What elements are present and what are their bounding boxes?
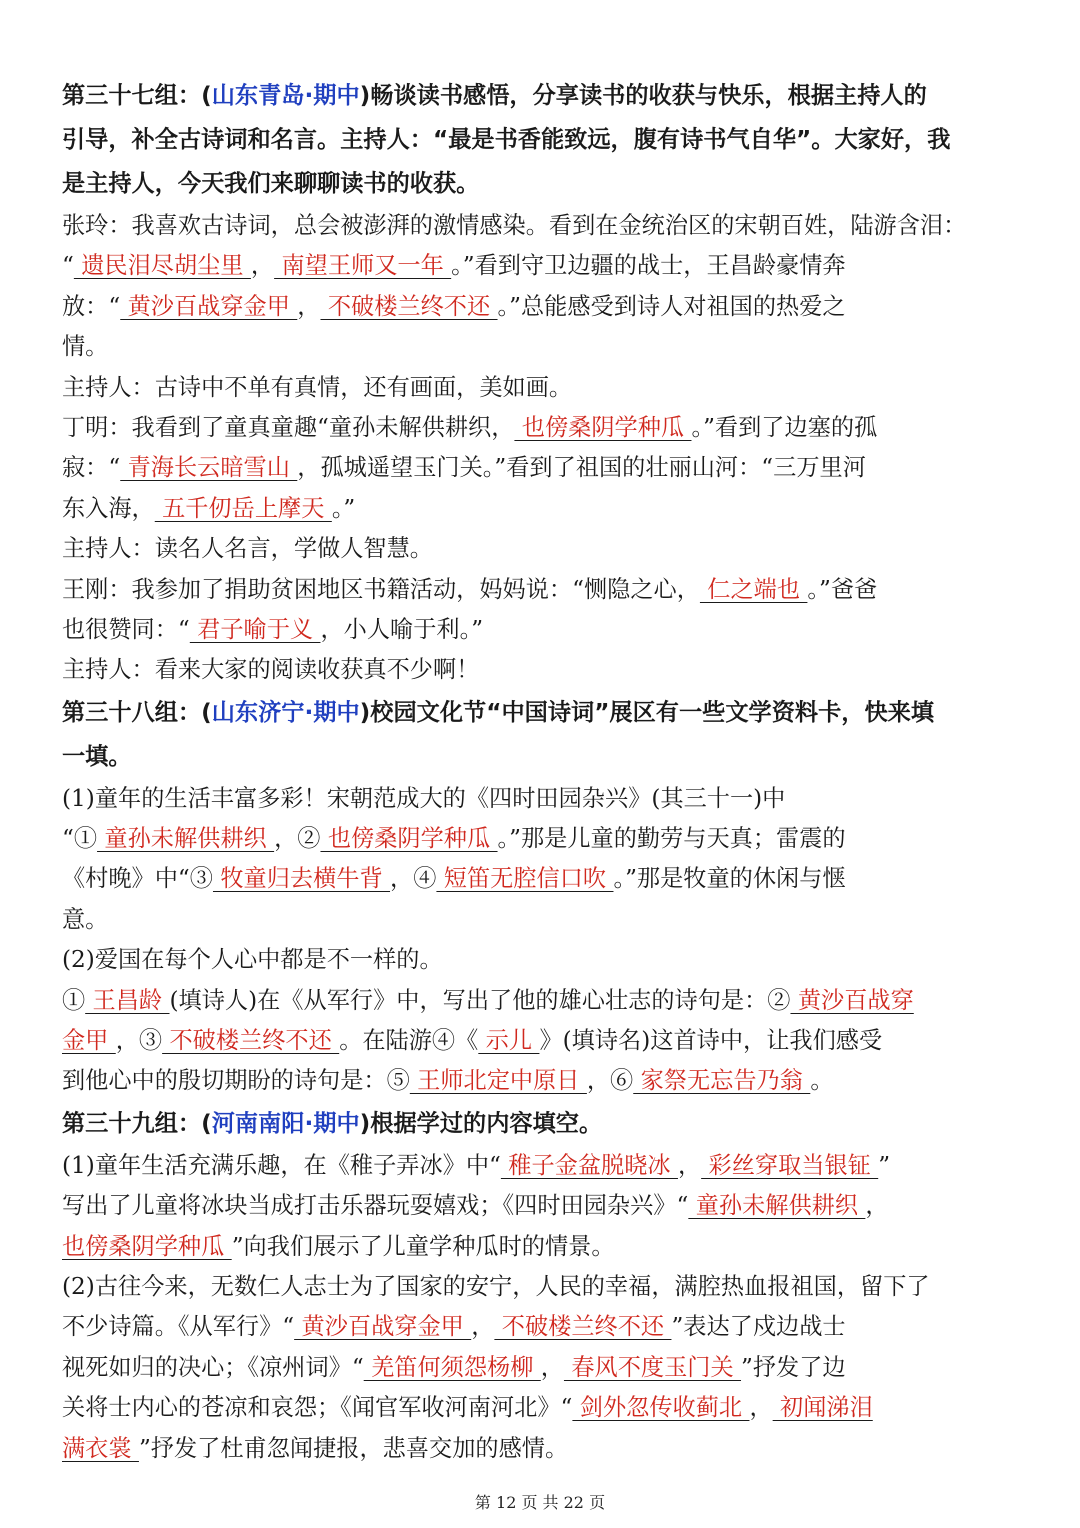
answer-blank: 王昌龄 xyxy=(85,986,170,1014)
answer-blank: 牧童归去横牛背 xyxy=(212,865,391,893)
text-span: “① xyxy=(62,825,98,853)
question-group xyxy=(62,1102,1020,1469)
answer-blank: 也傍桑阴学种瓜 xyxy=(320,825,498,853)
text-span: 第三十九组：( xyxy=(62,1109,212,1137)
text-span: (2)古往今来，无数仁人志士为了国家的安宁，人民的幸福，满腔热血报祖国，留下了 xyxy=(62,1272,930,1300)
text-span: ， xyxy=(865,1192,889,1220)
text-span: 一填。 xyxy=(62,742,132,770)
text-span: 。 xyxy=(810,1067,834,1095)
text-line xyxy=(62,1021,1020,1061)
text-span: 写出了儿童将冰块当成打击乐器玩耍嬉戏；《四时田园杂兴》“ xyxy=(62,1192,689,1220)
question-group xyxy=(62,74,1020,691)
text-line xyxy=(62,819,1020,859)
text-span: )畅谈读书感悟，分享读书的收获与快乐，根据主持人的 xyxy=(359,82,927,109)
text-span: (2)爱国在每个人心中都是不一样的。 xyxy=(62,946,443,974)
text-span: 王刚：我参加了捐助贫困地区书籍活动，妈妈说：“恻隐之心， xyxy=(62,575,700,603)
source-tag: 山东青岛·期中 xyxy=(211,82,360,109)
text-span: 。”爸爸 xyxy=(807,575,878,603)
answer-blank: 仁之端也 xyxy=(699,575,808,603)
text-line xyxy=(62,981,1020,1021)
answer-blank: 春风不度玉门关 xyxy=(563,1353,742,1381)
text-line xyxy=(62,448,1020,488)
answer-blank: 南望王师又一年 xyxy=(274,252,452,280)
text-line xyxy=(62,1146,1020,1186)
answer-blank: 羌笛何须怨杨柳 xyxy=(363,1353,541,1381)
text-span: (填诗人)在《从军行》中，写出了他的雄心壮志的诗句是：② xyxy=(169,986,791,1014)
text-span: 关将士内心的苍凉和哀怨；《闻官军收河南河北》“ xyxy=(62,1394,573,1422)
text-span: 。” xyxy=(331,494,356,522)
text-span: 放：“ xyxy=(62,292,121,320)
text-line xyxy=(62,1186,1020,1226)
text-line xyxy=(62,1267,1020,1307)
text-line xyxy=(62,650,1020,690)
text-span: 张玲：我喜欢古诗词，总会被澎湃的激情感染。看到在金统治区的宋朝百姓，陆游含泪： xyxy=(62,212,967,239)
answer-blank: 稚子金盆脱晓冰 xyxy=(500,1151,678,1179)
text-span: ， xyxy=(250,252,275,280)
text-span: 是主持人，今天我们来聊聊读书的收获。 xyxy=(62,170,480,197)
text-line xyxy=(62,408,1020,448)
text-span: 寂：“ xyxy=(62,454,121,482)
text-span: 主持人：读名人名言，学做人智慧。 xyxy=(62,535,433,563)
text-line xyxy=(62,1348,1020,1388)
answer-blank: 黄沙百战穿 xyxy=(790,986,914,1014)
text-line xyxy=(62,779,1020,819)
text-span: ① xyxy=(62,986,86,1014)
text-span: “ xyxy=(62,252,74,280)
answer-blank: 初闻涕泪 xyxy=(772,1394,873,1422)
text-span: 引导，补全古诗词和名言。主持人：“最是书香能致远，腹有诗书气自华”。大家好，我 xyxy=(62,126,951,153)
text-span: ，小人喻于利。” xyxy=(320,615,484,643)
text-span: (1)童年的生活丰富多彩！宋朝范成大的《四时田园杂兴》(其三十一)中 xyxy=(62,784,786,812)
text-line xyxy=(62,1227,1020,1267)
page-footer: 第 12 页 共 22 页 xyxy=(474,1493,606,1512)
text-span: ”向我们展示了儿童学种瓜时的情景。 xyxy=(231,1232,615,1260)
question-heading-line xyxy=(62,118,1020,162)
answer-blank: 剑外忽传收蓟北 xyxy=(572,1394,750,1422)
answer-blank: 王师北定中原日 xyxy=(409,1067,587,1095)
text-span: 第三十八组：( xyxy=(62,698,212,726)
source-tag: 河南南阳·期中 xyxy=(211,1109,360,1137)
text-span: ， xyxy=(677,1151,702,1179)
text-line xyxy=(62,206,1020,246)
text-span: (1)童年生活充满乐趣，在《稚子弄冰》中“ xyxy=(62,1151,501,1179)
text-line xyxy=(62,859,1020,899)
text-span: ” xyxy=(878,1151,891,1179)
text-line xyxy=(62,287,1020,327)
text-span: ”表达了戍边战士 xyxy=(671,1313,846,1341)
text-span: 不少诗篇。《从军行》“ xyxy=(62,1313,295,1341)
answer-blank: 青海长云暗雪山 xyxy=(120,454,298,482)
question-heading-line xyxy=(62,691,1020,735)
text-span: 第三十七组：( xyxy=(62,82,212,109)
answer-blank: 五千仞岳上摩天 xyxy=(154,494,332,522)
answer-blank: 彩丝穿取当银钲 xyxy=(701,1151,879,1179)
answer-blank: 示儿 xyxy=(478,1027,540,1055)
answer-blank: 童孙未解供耕织 xyxy=(688,1192,866,1220)
text-span: 东入海， xyxy=(62,494,155,522)
text-span: ，② xyxy=(274,825,321,853)
text-line xyxy=(62,368,1020,408)
answer-blank: 黄沙百战穿金甲 xyxy=(294,1313,472,1341)
document-page xyxy=(62,74,1020,1469)
text-span: ，孤城遥望玉门关。”看到了祖国的壮丽山河：“三万里河 xyxy=(297,454,866,482)
source-tag: 山东济宁·期中 xyxy=(211,698,360,726)
question-group xyxy=(62,691,1020,1102)
answer-blank: 也傍桑阴学种瓜 xyxy=(62,1232,232,1260)
answer-blank: 不破楼兰终不还 xyxy=(494,1313,672,1341)
text-span: 意。 xyxy=(62,905,109,933)
text-span: 。”看到守卫边疆的战士，王昌龄豪情奔 xyxy=(451,252,846,280)
answer-blank: 短笛无腔信口吹 xyxy=(436,865,614,893)
text-span: ， xyxy=(749,1394,773,1422)
text-span: 。”总能感受到诗人对祖国的热爱之 xyxy=(497,292,846,320)
text-span: 主持人：古诗中不单有真情，还有画面，美如画。 xyxy=(62,373,573,401)
text-span: 《村晚》中“③ xyxy=(62,865,213,893)
question-heading-line xyxy=(62,162,1020,206)
text-span: 视死如归的决心；《凉州词》“ xyxy=(62,1353,364,1381)
answer-blank: 黄沙百战穿金甲 xyxy=(120,292,298,320)
text-span: 》(填诗名)这首诗中，让我们感受 xyxy=(539,1027,883,1055)
text-line xyxy=(62,1307,1020,1347)
text-span: ，⑥ xyxy=(586,1067,634,1095)
text-span: 。”那是儿童的勤劳与天真；雷震的 xyxy=(497,825,846,853)
text-span: 主持人：看来大家的阅读收获真不少啊！ xyxy=(62,656,480,684)
text-line xyxy=(62,327,1020,367)
text-line xyxy=(62,940,1020,980)
text-line xyxy=(62,610,1020,650)
text-line xyxy=(62,489,1020,529)
text-line xyxy=(62,246,1020,286)
text-span: 情。 xyxy=(62,333,109,361)
answer-blank: 不破楼兰终不还 xyxy=(320,292,498,320)
text-span: ，③ xyxy=(115,1027,163,1055)
answer-blank: 遗民泪尽胡尘里 xyxy=(73,252,251,280)
answer-blank: 家祭无忘告乃翁 xyxy=(633,1067,811,1095)
answer-blank: 不破楼兰终不还 xyxy=(162,1027,340,1055)
text-span: ， xyxy=(471,1313,495,1341)
text-span: )根据学过的内容填空。 xyxy=(359,1109,603,1137)
text-span: ， xyxy=(297,292,321,320)
text-line xyxy=(62,570,1020,610)
text-span: 到他心中的殷切期盼的诗句是：⑤ xyxy=(62,1067,410,1095)
text-span: ”抒发了边 xyxy=(741,1353,846,1381)
question-heading-line xyxy=(62,1102,1020,1146)
text-span: )校园文化节“中国诗词”展区有一些文学资料卡，快来填 xyxy=(359,698,935,726)
answer-blank: 也傍桑阴学种瓜 xyxy=(514,413,692,441)
text-span: ， xyxy=(540,1353,564,1381)
text-span: ，④ xyxy=(390,865,437,893)
text-span: 。在陆游④《 xyxy=(339,1027,479,1055)
answer-blank: 君子喻于义 xyxy=(189,615,321,643)
question-heading-line xyxy=(62,735,1020,779)
text-span: 。”那是牧童的休闲与惬 xyxy=(613,865,846,893)
text-span: ”抒发了杜甫忽闻捷报，悲喜交加的感情。 xyxy=(138,1434,569,1462)
text-span: 也很赞同：“ xyxy=(62,615,190,643)
text-span: 丁明：我看到了童真童趣“童孙未解供耕织， xyxy=(62,413,515,441)
answer-blank: 金甲 xyxy=(62,1027,116,1055)
text-line xyxy=(62,1388,1020,1428)
text-span: 。”看到了边塞的孤 xyxy=(691,413,878,441)
text-line xyxy=(62,529,1020,569)
answer-blank: 童孙未解供耕织 xyxy=(97,825,275,853)
text-line xyxy=(62,1429,1020,1469)
text-line xyxy=(62,1061,1020,1101)
text-line xyxy=(62,900,1020,940)
question-heading-line xyxy=(62,74,1020,118)
answer-blank: 满衣裳 xyxy=(62,1434,139,1462)
